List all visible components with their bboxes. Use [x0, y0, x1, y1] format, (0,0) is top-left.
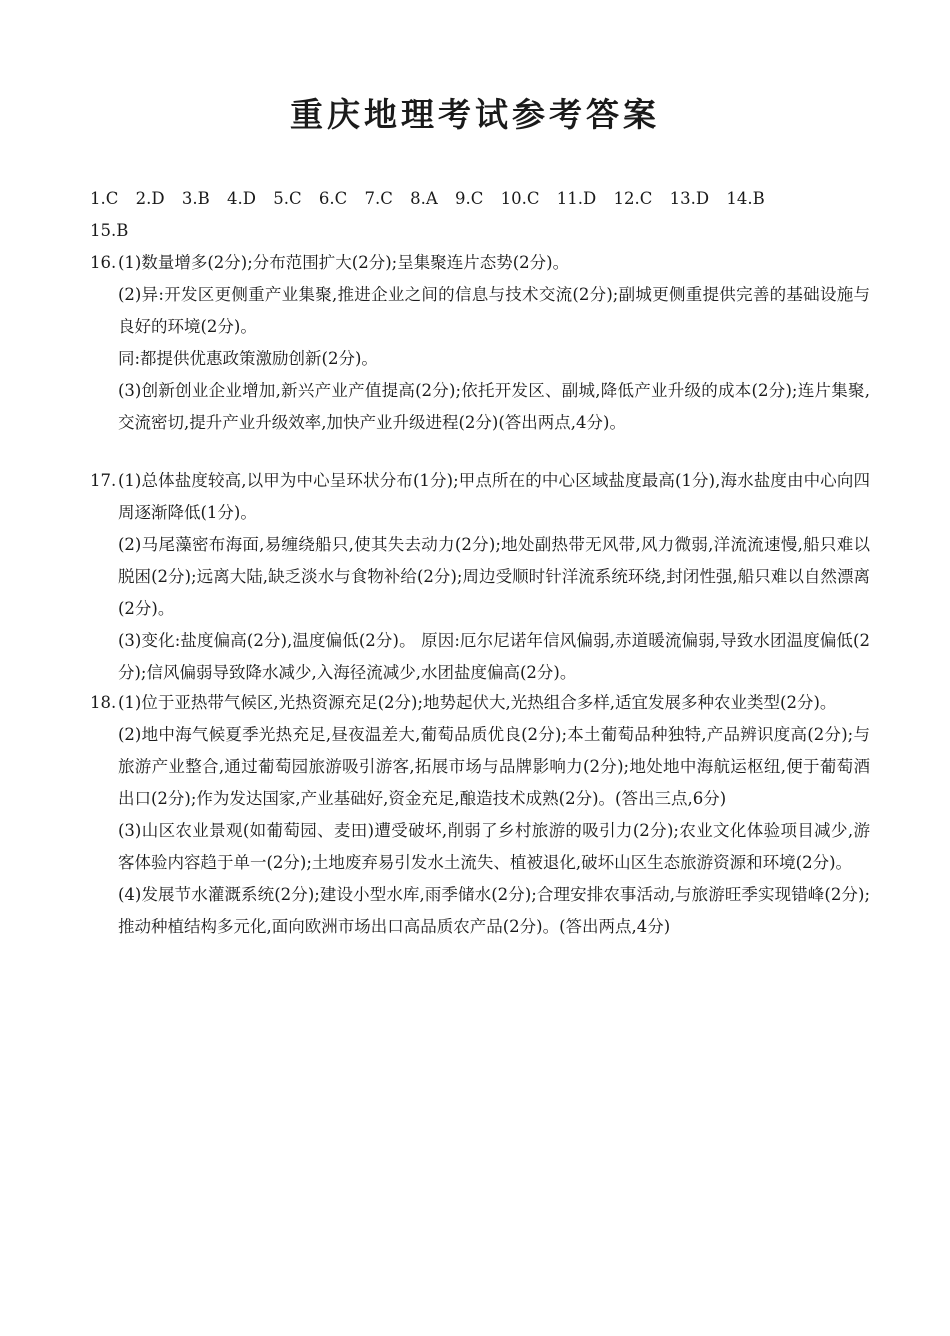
answer-part-2: (2)异:开发区更侧重产业集聚,推进企业之间的信息与技术交流(2分);副城更侧重提供完善的基础设施与良好的环境(2分)。	[118, 285, 870, 336]
multiple-choice-answers	[90, 183, 870, 247]
answer-part-same: 同:都提供优惠政策激励创新(2分)。	[118, 349, 378, 368]
question-16	[90, 247, 870, 439]
choice-answers-line-2	[90, 215, 870, 247]
choice-answer: 15.B	[90, 221, 129, 240]
answer-part-2: (2)地中海气候夏季光热充足,昼夜温差大,葡萄品质优良(2分);本土葡萄品种独特,产品辨识度高(2分);与旅游产业整合,通过葡萄园旅游吸引游客,拓展市场与品牌影响力(2分);地处地中海航运枢纽,便于葡萄酒出口(2分);作为发达国家,产业基础好,资金充足,酿造技术成熟(2分)。(答出三点,6分)	[118, 725, 870, 808]
answer-part-1: (1)总体盐度较高,以甲为中心呈环状分布(1分);甲点所在的中心区域盐度最高(1分),海水盐度由中心向四周逐渐降低(1分)。	[118, 471, 870, 522]
choice-answer: 11.D	[556, 189, 597, 208]
choice-answer: 2.D	[135, 189, 165, 208]
choice-answer: 13.D	[669, 189, 710, 208]
question-17	[90, 465, 870, 689]
page-title: 重庆地理考试参考答案	[290, 95, 660, 134]
choice-answer: 3.B	[181, 189, 210, 208]
choice-answer: 10.C	[500, 189, 540, 208]
answer-part-3: (3)创新创业企业增加,新兴产业产值提高(2分);依托开发区、副城,降低产业升级的成本(2分);连片集聚,交流密切,提升产业升级效率,加快产业升级进程(2分)(答出两点,4分)。	[118, 381, 870, 432]
choice-answer: 14.B	[726, 189, 765, 208]
choice-answers-line-1	[90, 183, 870, 215]
choice-answer: 7.C	[364, 189, 393, 208]
answer-part-3: (3)变化:盐度偏高(2分),温度偏低(2分)。 原因:厄尔尼诺年信风偏弱,赤道暖流偏弱,导致水团温度偏低(2分);信风偏弱导致降水减少,入海径流减少,水团盐度偏高(2分)。	[118, 631, 870, 682]
choice-answer: 8.A	[410, 189, 438, 208]
question-18	[90, 687, 870, 943]
question-number: 16.	[90, 253, 117, 272]
answer-part-2: (2)马尾藻密布海面,易缠绕船只,使其失去动力(2分);地处副热带无风带,风力微弱,洋流流速慢,船只难以脱困(2分);远离大陆,缺乏淡水与食物补给(2分);周边受顺时针洋流系统环绕,封闭性强,船只难以自然漂离(2分)。	[118, 535, 870, 618]
choice-answer: 12.C	[613, 189, 653, 208]
question-number: 18.	[90, 693, 117, 712]
answer-part-1: (1)数量增多(2分);分布范围扩大(2分);呈集聚连片态势(2分)。	[118, 253, 570, 272]
choice-answer: 1.C	[90, 189, 119, 208]
answer-part-4: (4)发展节水灌溉系统(2分);建设小型水库,雨季储水(2分);合理安排农事活动,与旅游旺季实现错峰(2分);推动种植结构多元化,面向欧洲市场出口高品质农产品(2分)。(答出两点,4分)	[118, 885, 870, 936]
choice-answer: 5.C	[273, 189, 302, 208]
answer-part-3: (3)山区农业景观(如葡萄园、麦田)遭受破坏,削弱了乡村旅游的吸引力(2分);农业文化体验项目减少,游客体验内容趋于单一(2分);土地废弃易引发水土流失、植被退化,破坏山区生态旅游资源和环境(2分)。	[118, 821, 870, 872]
choice-answer: 9.C	[455, 189, 484, 208]
answer-part-1: (1)位于亚热带气候区,光热资源充足(2分);地势起伏大,光热组合多样,适宜发展多种农业类型(2分)。	[118, 693, 837, 712]
choice-answer: 4.D	[226, 189, 256, 208]
choice-answer: 6.C	[318, 189, 348, 208]
question-number: 17.	[90, 471, 117, 490]
